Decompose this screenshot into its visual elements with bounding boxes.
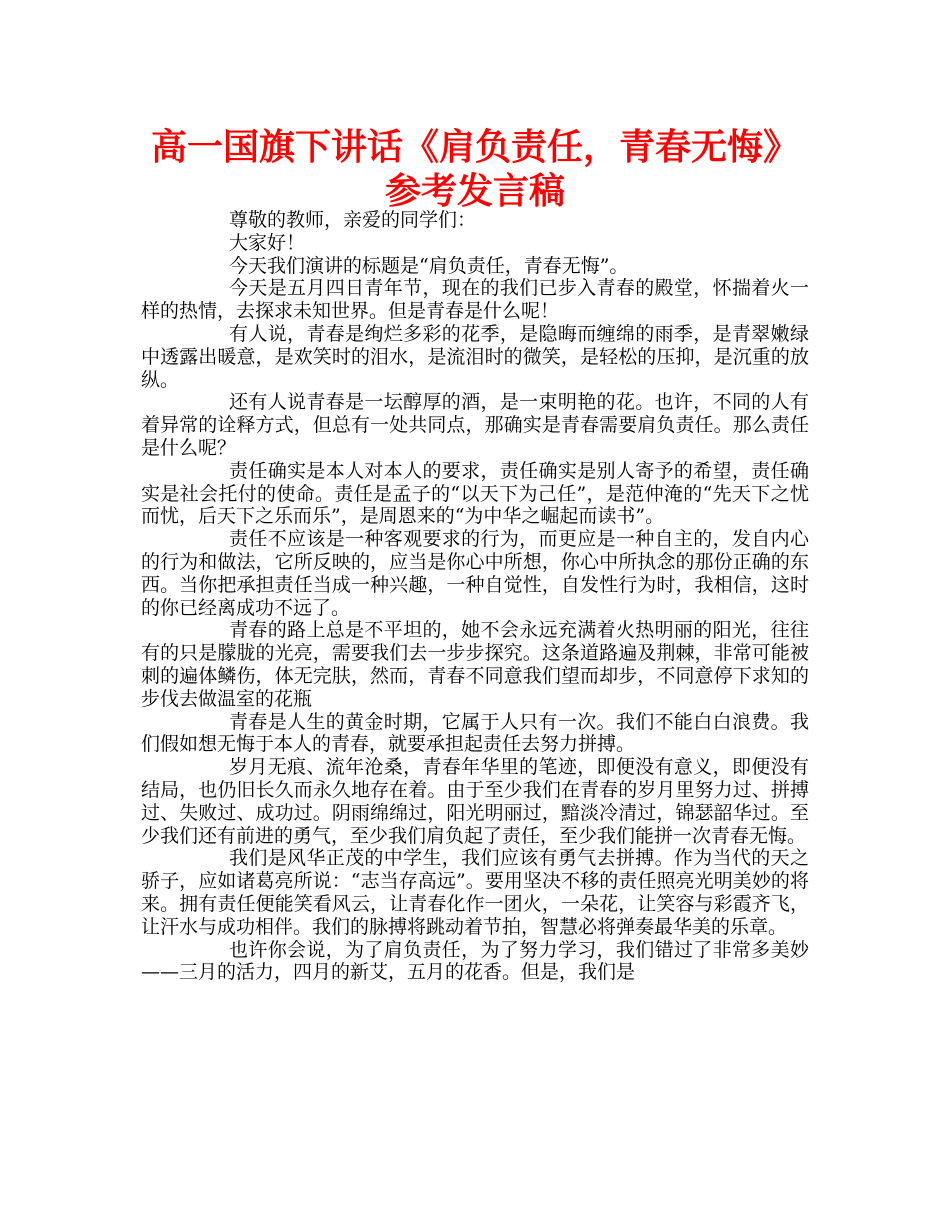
paragraph: 责任不应该是一种客观要求的行为，而更应是一种自主的，发自内心的行为和做法，它所反映的，应当是你心中所想，你心中所执念的那份正确的东西。当你把承担责任当成一种兴趣，一种自觉性，自发性行为时，我相信，这时的你已经离成功不远了。 [141, 528, 809, 619]
paragraph: 青春是人生的黄金时期，它属于人只有一次。我们不能白白浪费。我们假如想无悔于本人的青春，就要承担起责任去努力拼搏。 [141, 710, 809, 756]
paragraph: 还有人说青春是一坛醇厚的酒，是一束明艳的花。也许，不同的人有着异常的诠释方式，但总有一处共同点，那确实是青春需要肩负责任。那么责任是什么呢？ [141, 391, 809, 459]
paragraph-topic: 今天我们演讲的标题是“肩负责任，青春无悔”。 [229, 254, 629, 277]
document-title-line2: 参考发言稿 [384, 171, 565, 212]
paragraph: 有人说，青春是绚烂多彩的花季，是隐晦而缠绵的雨季，是青翠嫩绿中透露出暖意，是欢笑时的泪水，是流泪时的微笑，是轻松的压抑，是沉重的放纵。 [141, 322, 809, 391]
paragraph-salutation: 尊敬的教师，亲爱的同学们： [229, 209, 477, 231]
document-body [141, 209, 809, 984]
paragraph: 我们是风华正茂的中学生，我们应该有勇气去拼搏。作为当代的天之骄子，应如诸葛亮所说：“志当存高远”。要用坚决不移的责任照亮光明美妙的将来。拥有责任便能笑看风云，让青春化作一团火，一朵花，让笑容与彩霞齐飞，让汗水与成功相伴。我们的脉搏将跳动着节拍，智慧必将弹奏最华美的乐章。 [141, 847, 809, 938]
document-title-line1: 高一国旗下讲话《肩负责任，青春无悔》 [150, 127, 799, 168]
paragraph: 青春的路上总是不平坦的，她不会永远充满着火热明丽的阳光，往往有的只是朦胧的光亮，需要我们去一步步探究。这条道路遍及荆棘，非常可能被刺的遍体鳞伤，体无完肤，然而，青春不同意我们望而却步，不同意停下求知的步伐去做温室的花瓶 [141, 619, 809, 710]
paragraph: 也许你会说，为了肩负责任，为了努力学习，我们错过了非常多美妙——三月的活力，四月的新艾，五月的花香。但是，我们是 [141, 938, 809, 984]
paragraph: 岁月无痕、流年沧桑，青春年华里的笔迹，即便没有意义，即便没有结局，也仍旧长久而永久地存在着。由于至少我们在青春的岁月里努力过、拼搏过、失败过、成功过。阴雨绵绵过，阳光明丽过，黯淡冷清过，锦瑟韶华过。至少我们还有前进的勇气，至少我们肩负起了责任，至少我们能拼一次青春无悔。 [141, 756, 809, 847]
paragraph: 责任确实是本人对本人的要求，责任确实是别人寄予的希望，责任确实是社会托付的使命。责任是孟子的“以天下为己任”，是范仲淹的“先天下之忧而忧，后天下之乐而乐”，是周恩来的“为中华之崛起而读书”。 [141, 459, 809, 528]
paragraph: 今天是五月四日青年节，现在的我们已步入青春的殿堂，怀揣着火一样的热情，去探求未知世界。但是青春是什么呢！ [141, 277, 809, 323]
paragraph-greeting: 大家好！ [229, 231, 306, 254]
